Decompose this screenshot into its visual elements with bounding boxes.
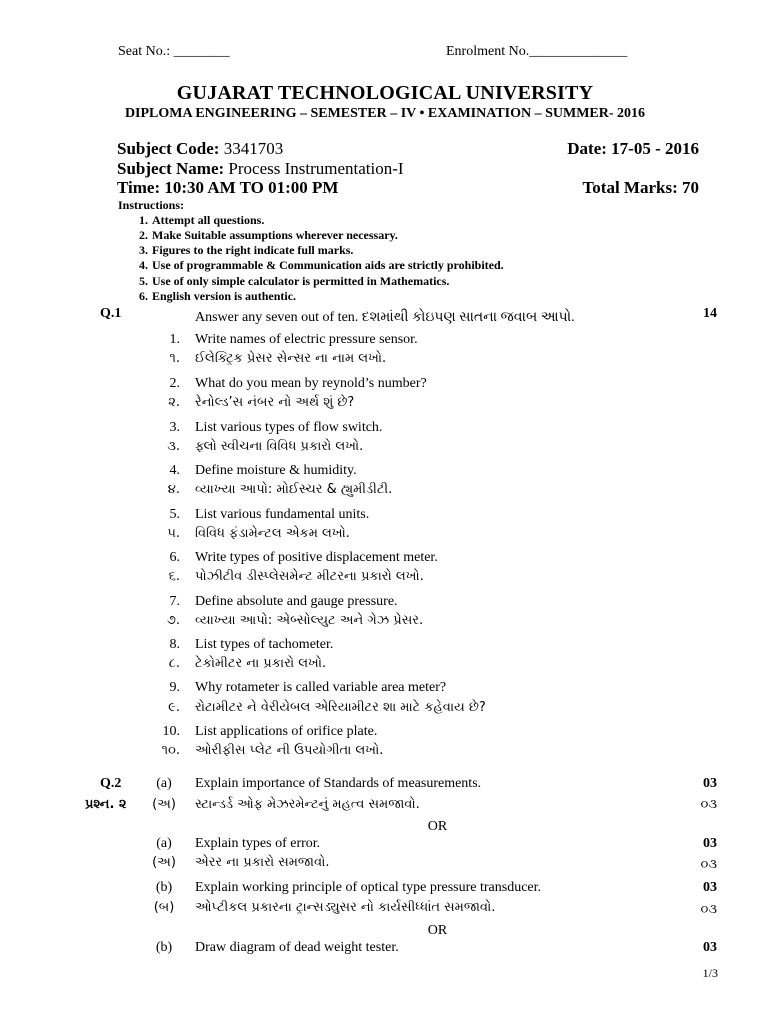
instruction-number: 5. bbox=[139, 274, 148, 288]
instruction-text: Figures to the right indicate full marks. bbox=[152, 243, 354, 257]
subject-code-value: 3341703 bbox=[223, 139, 284, 158]
item-number: 4. bbox=[169, 463, 180, 478]
subject-name-line bbox=[117, 159, 404, 179]
marks: 03 bbox=[703, 940, 717, 955]
item-number-gujarati: ૨. bbox=[168, 395, 180, 410]
university-title: GUJARAT TECHNOLOGICAL UNIVERSITY bbox=[176, 82, 594, 104]
question-text: Explain types of error. bbox=[195, 836, 321, 851]
instructions-heading: Instructions: bbox=[118, 198, 185, 212]
question-text: List various types of flow switch. bbox=[195, 420, 383, 435]
item-number-gujarati: ૩. bbox=[167, 439, 180, 454]
question-text-gujarati: વિવિધ ફંડામેન્ટલ એકમ લખો. bbox=[195, 526, 350, 541]
item-number: 5. bbox=[169, 507, 180, 522]
item-number-gujarati: ૧. bbox=[169, 351, 180, 366]
question-2-label: Q.2 bbox=[100, 776, 122, 791]
instruction-text: English version is authentic. bbox=[152, 289, 297, 303]
enrolment-number-field: Enrolment No.______________ bbox=[446, 44, 628, 59]
instruction-number: 6. bbox=[139, 289, 148, 303]
item-number-gujarati: ૮. bbox=[168, 656, 180, 671]
question-1-intro: Answer any seven out of ten. દશમાંથી કોઇપણ સાતના જવાબ આપો. bbox=[195, 310, 575, 325]
question-text-gujarati: ટેકોમીટર ના પ્રકારો લખો. bbox=[195, 656, 327, 671]
subpart-label: (a) bbox=[156, 836, 172, 851]
question-text-gujarati: ઈલેક્ટ્રિક પ્રેસર સેન્સર ના નામ લખો. bbox=[195, 351, 387, 366]
question-text: Write types of positive displacement meter. bbox=[195, 550, 438, 565]
total-marks: Total Marks: 70 bbox=[582, 178, 699, 197]
marks-gujarati: ૦૩ bbox=[700, 902, 717, 917]
question-text: Define absolute and gauge pressure. bbox=[195, 594, 398, 609]
question-text: List applications of orifice plate. bbox=[195, 724, 378, 739]
date-label: Date: bbox=[567, 139, 607, 158]
subject-code-line bbox=[117, 139, 283, 159]
question-text-gujarati: સ્ટાન્ડર્ડ ઓફ મેઝરમેન્ટનું મહત્વ સમજાવો. bbox=[195, 797, 420, 812]
instruction-number: 3. bbox=[139, 243, 148, 257]
question-text-gujarati: પોઝીટીવ ડીસ્પ્લેસમેન્ટ મીટરના પ્રકારો લખો. bbox=[195, 569, 424, 584]
marks: 03 bbox=[703, 836, 717, 851]
instruction-number: 2. bbox=[139, 228, 148, 242]
page-number: 1/3 bbox=[702, 966, 718, 980]
subject-name-label: Subject Name: bbox=[117, 159, 225, 178]
item-number: 6. bbox=[169, 550, 180, 565]
question-text-gujarati: ફ્લો સ્વીચના વિવિધ પ્રકારો લખો. bbox=[195, 439, 364, 454]
item-number: 7. bbox=[169, 594, 180, 609]
item-number: 10. bbox=[162, 724, 180, 739]
instruction-number: 1. bbox=[139, 213, 148, 227]
question-text: Define moisture & humidity. bbox=[195, 463, 357, 478]
question-text-gujarati: એરર ના પ્રકારો સમજાવો. bbox=[195, 855, 330, 870]
subpart-label: (b) bbox=[155, 880, 173, 895]
marks-gujarati: ૦૩ bbox=[700, 797, 717, 812]
question-text: Explain importance of Standards of measurements. bbox=[195, 776, 482, 791]
question-2-label-gujarati: પ્રશ્ન. ૨ bbox=[85, 797, 127, 812]
question-text-gujarati: વ્યાખ્યા આપો: મોઈસ્ચર & હ્યુમીડીટી. bbox=[195, 482, 393, 497]
question-1-label: Q.1 bbox=[100, 306, 122, 321]
marks-gujarati: ૦૩ bbox=[700, 857, 717, 872]
seat-number-field: Seat No.: ________ bbox=[118, 44, 230, 59]
question-text-gujarati: ઓપ્ટીકલ પ્રકારના ટ્રાન્સડ્યુસર નો કાર્યસીધ્ધાંત સમજાવો. bbox=[195, 900, 496, 915]
subject-code-label: Subject Code: bbox=[117, 139, 220, 158]
question-text-gujarati: વ્યાખ્યા આપો: એબ્સોલ્યુટ અને ગેઝ પ્રેસર. bbox=[195, 613, 424, 628]
question-text-gujarati: રેનોલ્ડ’સ નંબર નો અર્થ શું છે? bbox=[195, 395, 355, 410]
instruction-text: Use of programmable & Communication aids are strictly prohibited. bbox=[152, 258, 504, 272]
question-text: Draw diagram of dead weight tester. bbox=[195, 940, 399, 955]
or-separator: OR bbox=[427, 923, 448, 938]
item-number: 2. bbox=[169, 376, 180, 391]
item-number-gujarati: ૫. bbox=[167, 526, 180, 541]
item-number-gujarati: ૭. bbox=[166, 613, 180, 628]
subpart-label: (a) bbox=[156, 776, 172, 791]
question-1-marks: 14 bbox=[703, 306, 717, 321]
item-number: 1. bbox=[169, 332, 180, 347]
item-number-gujarati: ૯. bbox=[168, 700, 180, 715]
subject-name-value: Process Instrumentation-I bbox=[228, 159, 404, 178]
or-separator: OR bbox=[427, 819, 448, 834]
question-text-gujarati: રોટામીટર ને વેરીયેબલ એરિયામીટર શા માટે કહેવાય છે? bbox=[195, 700, 486, 715]
instruction-text: Attempt all questions. bbox=[152, 213, 265, 227]
item-number: 8. bbox=[169, 637, 180, 652]
subpart-label-gujarati: (બ) bbox=[153, 900, 175, 915]
item-number-gujarati: ૬. bbox=[168, 569, 180, 584]
item-number: 3. bbox=[169, 420, 180, 435]
item-number-gujarati: ૪. bbox=[167, 482, 180, 497]
question-text: List various fundamental units. bbox=[195, 507, 370, 522]
item-number: 9. bbox=[169, 680, 180, 695]
question-text-gujarati: ઓરીફીસ પ્લેટ ની ઉપયોગીતા લખો. bbox=[195, 743, 384, 758]
date-line bbox=[567, 139, 699, 159]
question-text: Write names of electric pressure sensor. bbox=[195, 332, 418, 347]
instruction-text: Use of only simple calculator is permitted in Mathematics. bbox=[152, 274, 450, 288]
date-value: 17-05 - 2016 bbox=[611, 139, 699, 158]
exam-title: DIPLOMA ENGINEERING – SEMESTER – IV • EXAMINATION – SUMMER- 2016 bbox=[124, 106, 646, 121]
instruction-number: 4. bbox=[139, 258, 148, 272]
subpart-label: (b) bbox=[155, 940, 173, 955]
question-text: List types of tachometer. bbox=[195, 637, 334, 652]
question-text: Why rotameter is called variable area meter? bbox=[195, 680, 447, 695]
question-text: What do you mean by reynold’s number? bbox=[195, 376, 427, 391]
marks: 03 bbox=[703, 880, 717, 895]
instruction-text: Make Suitable assumptions wherever necessary. bbox=[152, 228, 398, 242]
question-text: Explain working principle of optical type pressure transducer. bbox=[195, 880, 542, 895]
item-number-gujarati: ૧૦. bbox=[161, 743, 180, 758]
time-line: Time: 10:30 AM TO 01:00 PM bbox=[117, 178, 339, 197]
subpart-label-gujarati: (અ) bbox=[152, 797, 176, 812]
subpart-label-gujarati: (અ) bbox=[152, 855, 176, 870]
marks: 03 bbox=[703, 776, 717, 791]
